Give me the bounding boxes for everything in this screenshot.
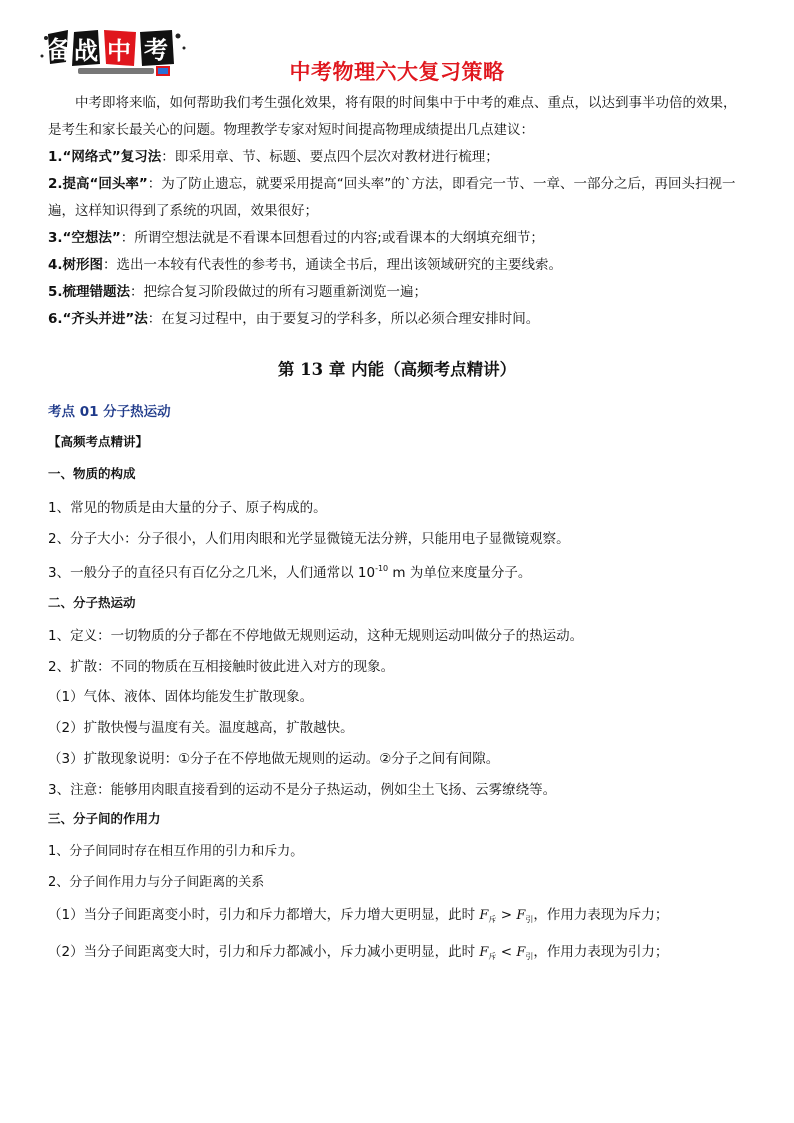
chapter-heading: 第 13 章 内能（高频考点精讲） [277, 360, 517, 379]
svg-text:考: 考 [144, 36, 168, 64]
list-item: 3、注意：能够用肉眼直接看到的运动不是分子热运动，例如尘土飞扬、云雾缭绕等。 [48, 782, 557, 798]
strategy-text: ：在复习过程中，由于要复习的学科多，所以必须合理安排时间。 [147, 311, 540, 327]
exponent: -10 [375, 564, 389, 573]
strategy-2 [48, 171, 748, 225]
strategy-label: 6.“齐头并进”法 [48, 311, 148, 327]
lecture-label: 【高频考点精讲】 [48, 434, 149, 449]
strategy-3 [48, 225, 748, 252]
list-item: （1）气体、液体、固体均能发生扩散现象。 [48, 689, 314, 705]
strategy-1 [48, 144, 748, 171]
formula-force: $F_引$ [516, 908, 534, 924]
svg-text:战: 战 [74, 37, 98, 65]
strategy-5 [48, 279, 748, 306]
item-text: m 为单位来度量分子。 [388, 565, 532, 581]
list-item [48, 561, 758, 581]
strategy-label: 4.树形图 [48, 257, 104, 273]
formula-relation: < [496, 944, 517, 960]
strategy-6 [48, 306, 748, 333]
topic-heading: 考点 01 分子热运动 [48, 404, 171, 420]
strategy-label: 2.提高“回头率” [48, 176, 148, 192]
list-item: 1、分子间同时存在相互作用的引力和斥力。 [48, 844, 304, 859]
formula-force: $F_斥$ [479, 908, 497, 924]
formula-force: $F_斥$ [479, 945, 497, 961]
svg-text:备: 备 [47, 36, 71, 64]
strategy-text: ：为了防止遗忘，就要采用提高“回头率”的`方法，即看完一节、一章、一部分之后，再回头扫视一遍，这样知识得到了系统的巩固，效果很好； [48, 176, 736, 219]
section-heading: 一、物质的构成 [48, 466, 136, 481]
list-item: （3）扩散现象说明：①分子在不停地做无规则的运动。②分子之间有间隙。 [48, 751, 500, 767]
list-item: 1、定义：一切物质的分子都在不停地做无规则运动，这种无规则运动叫做分子的热运动。 [48, 628, 584, 644]
page-title: 中考物理六大复习策略 [289, 60, 505, 84]
svg-text:中: 中 [107, 37, 131, 65]
item-text: （2）当分子间距离变大时，引力和斥力都减小，斥力减小更明显，此时 [48, 944, 480, 960]
intro-paragraph: 中考即将来临，如何帮助我们考生强化效果，将有限的时间集中于中考的难点、重点，以达到事半功倍的效果，是考生和家长最关心的问题。物理教学专家对短时间提高物理成绩提出几点建议： [48, 95, 737, 138]
list-item: 1、常见的物质是由大量的分子、原子构成的。 [48, 500, 327, 516]
list-item [48, 903, 758, 925]
formula-relation: > [496, 907, 517, 923]
list-item: 2、扩散：不同的物质在互相接触时彼此进入对方的现象。 [48, 659, 395, 675]
strategy-label: 1.“网络式”复习法 [48, 149, 162, 165]
section-heading: 三、分子间的作用力 [48, 811, 161, 826]
list-item: 2、分子大小：分子很小，人们用肉眼和光学显微镜无法分辨，只能用电子显微镜观察。 [48, 531, 570, 547]
strategy-label: 5.梳理错题法 [48, 284, 131, 300]
strategy-text: ：把综合复习阶段做过的所有习题重新浏览一遍； [130, 284, 428, 300]
formula-force: $F_引$ [516, 945, 534, 961]
strategy-text: ：即采用章、节、标题、要点四个层次对教材进行梳理； [161, 149, 499, 165]
item-text: ，作用力表现为斥力； [533, 907, 669, 923]
section-heading: 二、分子热运动 [48, 595, 136, 610]
list-item: （2）扩散快慢与温度有关。温度越高，扩散越快。 [48, 720, 354, 736]
strategy-text: ：所谓空想法就是不看课本回想看过的内容;或看课本的大纲填充细节； [120, 230, 544, 246]
item-text: （1）当分子间距离变小时，引力和斥力都增大，斥力增大更明显，此时 [48, 907, 480, 923]
strategy-4 [48, 252, 748, 279]
list-item: 2、分子间作用力与分子间距离的关系 [48, 875, 265, 890]
list-item [48, 940, 758, 962]
item-text: 3、一般分子的直径只有百亿分之几米，人们通常以 10 [48, 565, 376, 581]
strategy-label: 3.“空想法” [48, 230, 121, 246]
strategy-text: ：选出一本较有代表性的参考书，通读全书后，理出该领域研究的主要线索。 [103, 257, 563, 273]
item-text: ，作用力表现为引力； [533, 944, 669, 960]
